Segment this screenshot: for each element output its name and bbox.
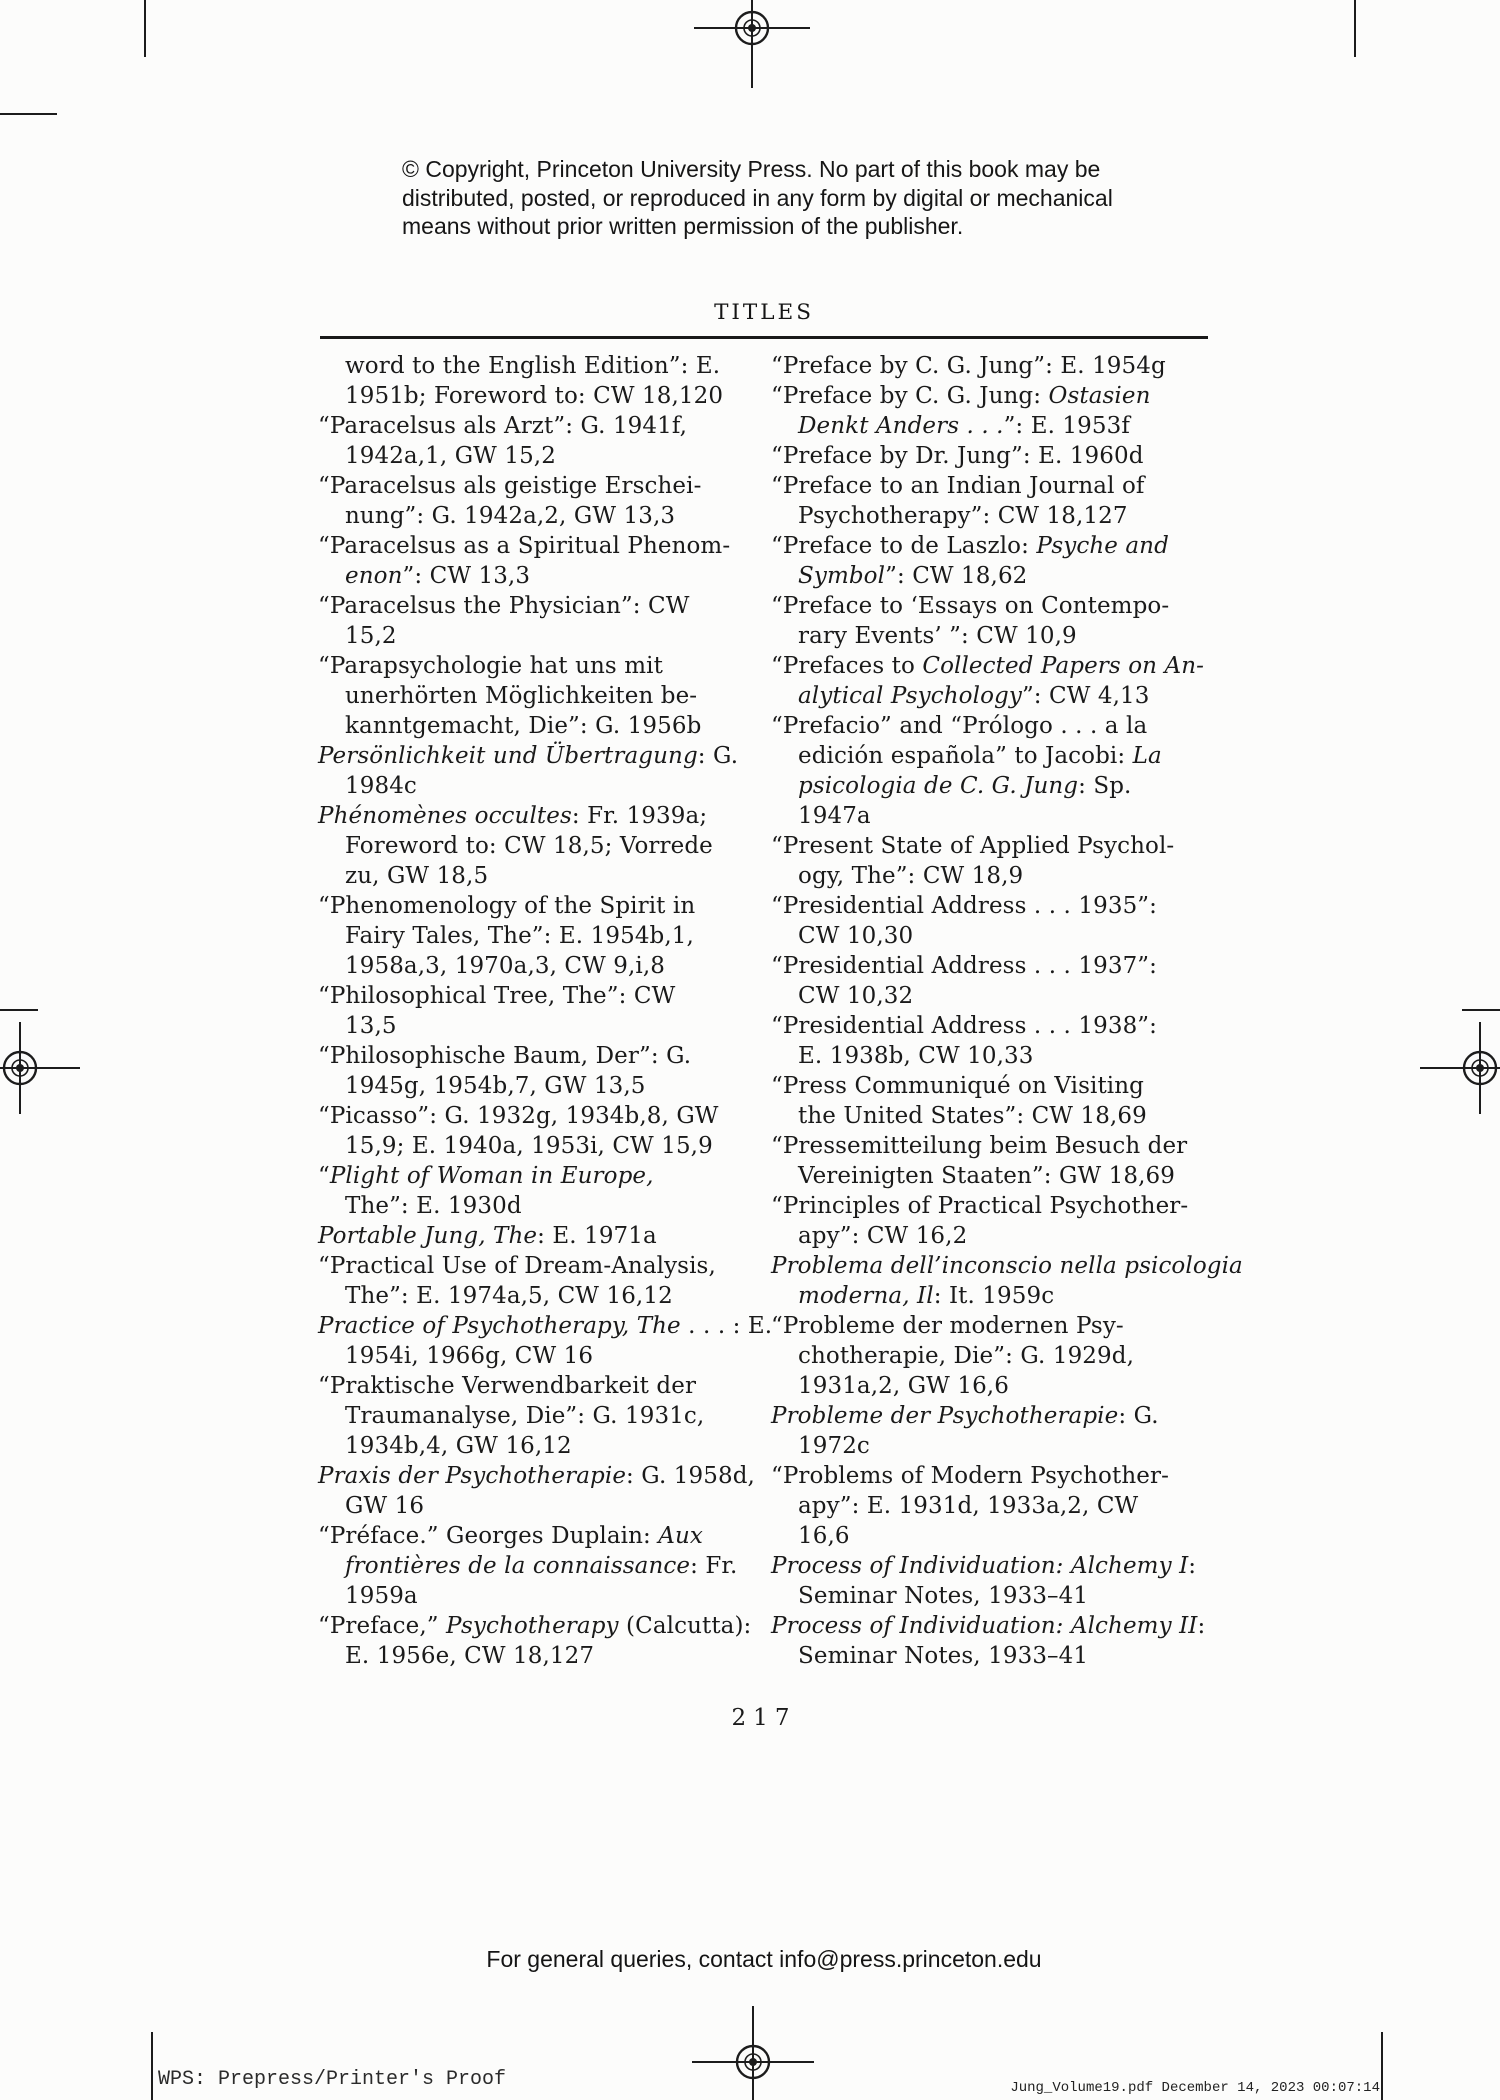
entry-line: “Presidential Address . . . 1938”: <box>771 1013 1158 1039</box>
entry-line: Vereinigten Staaten”: GW 18,69 <box>798 1163 1176 1189</box>
entry-line: apy”: E. 1931d, 1933a,2, CW <box>798 1493 1139 1519</box>
entry-line: 1972c <box>798 1433 870 1459</box>
section-title: TITLES <box>714 300 814 325</box>
index-column-left <box>318 351 773 1671</box>
footer-contact: For general queries, contact info@press.princeton.edu <box>486 1946 1042 1972</box>
entry-line: Persönlichkeit und Übertragung: G. <box>318 743 739 769</box>
entry-line: Seminar Notes, 1933–41 <box>798 1643 1089 1669</box>
entry-line: “Praktische Verwendbarkeit der <box>318 1373 697 1399</box>
entry-line: “Paracelsus als geistige Erschei- <box>318 473 702 499</box>
registration-mark-left-icon <box>0 1048 40 1088</box>
entry-line: “Paracelsus the Physician”: CW <box>318 593 690 619</box>
entry-line: 1945g, 1954b,7, GW 13,5 <box>345 1073 646 1099</box>
entry-line: 1984c <box>345 773 417 799</box>
crop-mark-top-left <box>144 0 146 57</box>
copyright-line: © Copyright, Princeton University Press. No part of this book may be <box>402 156 1101 182</box>
entry-line: 15,9; E. 1940a, 1953i, CW 15,9 <box>345 1133 713 1159</box>
entry-line: enon”: CW 13,3 <box>345 563 531 589</box>
entry-line: frontières de la connaissance: Fr. <box>345 1553 738 1579</box>
entry-line: 1958a,3, 1970a,3, CW 9,i,8 <box>345 953 666 979</box>
entry-line: 1959a <box>345 1583 418 1609</box>
entry-line: “Préface.” Georges Duplain: Aux <box>318 1523 703 1549</box>
entry-line: “Principles of Practical Psychother- <box>771 1193 1189 1219</box>
entry-line: kanntgemacht, Die”: G. 1956b <box>345 713 702 739</box>
entry-line: The”: E. 1974a,5, CW 16,12 <box>345 1283 673 1309</box>
entry-line: Symbol”: CW 18,62 <box>798 563 1028 589</box>
registration-mark-bottom-icon <box>733 2042 773 2082</box>
entry-line: 1942a,1, GW 15,2 <box>345 443 556 469</box>
entry-line: Seminar Notes, 1933–41 <box>798 1583 1089 1609</box>
entry-line: “Presidential Address . . . 1935”: <box>771 893 1158 919</box>
entry-line: 13,5 <box>345 1013 397 1039</box>
crop-mark-left-top <box>0 113 57 115</box>
registration-mark-right-icon <box>1460 1048 1500 1088</box>
entry-line: 1931a,2, GW 16,6 <box>798 1373 1009 1399</box>
entry-line: Process of Individuation: Alchemy II: <box>771 1613 1206 1639</box>
entry-line: “Preface to ‘Essays on Contempo- <box>771 593 1170 619</box>
page-number: 217 <box>731 1705 797 1731</box>
entry-line: E. 1938b, CW 10,33 <box>798 1043 1034 1069</box>
entry-line: moderna, Il: It. 1959c <box>798 1283 1055 1309</box>
entry-line: “Plight of Woman in Europe, <box>318 1163 654 1189</box>
index-column-right <box>771 351 1243 1671</box>
entry-line: “Presidential Address . . . 1937”: <box>771 953 1158 979</box>
copyright-line: distributed, posted, or reproduced in any form by digital or mechanical <box>402 184 1113 211</box>
entry-line: word to the English Edition”: E. <box>345 353 721 379</box>
entry-line: “Parapsychologie hat uns mit <box>318 653 663 679</box>
entry-line: “Picasso”: G. 1932g, 1934b,8, GW <box>318 1103 719 1129</box>
entry-line: ogy, The”: CW 18,9 <box>798 863 1024 889</box>
entry-line: 1954i, 1966g, CW 16 <box>345 1343 594 1369</box>
entry-line: “Prefacio” and “Prólogo . . . a la <box>771 713 1148 739</box>
entry-line: “Pressemitteilung beim Besuch der <box>771 1133 1188 1159</box>
entry-line: “Practical Use of Dream-Analysis, <box>318 1253 716 1279</box>
file-timestamp: Jung_Volume19.pdf December 14, 2023 00:07:14 <box>1010 2080 1380 2096</box>
entry-line: 1951b; Foreword to: CW 18,120 <box>345 383 724 409</box>
entry-line: unerhörten Möglichkeiten be- <box>345 683 698 709</box>
entry-line: CW 10,30 <box>798 923 914 949</box>
entry-line: chotherapie, Die”: G. 1929d, <box>798 1343 1134 1369</box>
entry-line: alytical Psychology”: CW 4,13 <box>798 683 1150 709</box>
entry-line: nung”: G. 1942a,2, GW 13,3 <box>345 503 676 529</box>
entry-line: CW 10,32 <box>798 983 914 1009</box>
crop-mark-top-right <box>1354 0 1356 57</box>
entry-line: edición española” to Jacobi: La <box>798 743 1162 769</box>
crop-mark-bottom-left <box>151 2032 153 2100</box>
crop-mark-bottom-right <box>1381 2032 1383 2100</box>
entry-line: Practice of Psychotherapy, The . . . : E. <box>318 1313 773 1339</box>
entry-line: E. 1956e, CW 18,127 <box>345 1643 595 1669</box>
entry-line: Foreword to: CW 18,5; Vorrede <box>345 833 713 859</box>
crop-mark-left-middle <box>0 1009 38 1011</box>
entry-line: Probleme der Psychotherapie: G. <box>771 1403 1159 1429</box>
entry-line: “Paracelsus as a Spiritual Phenom- <box>318 533 731 559</box>
entry-line: 16,6 <box>798 1523 850 1549</box>
entry-line: Phénomènes occultes: Fr. 1939a; <box>318 803 708 829</box>
entry-line: “Preface by C. G. Jung: Ostasien <box>771 383 1151 409</box>
entry-line: 1934b,4, GW 16,12 <box>345 1433 572 1459</box>
entry-line: “Philosophical Tree, The”: CW <box>318 983 676 1009</box>
entry-line: Fairy Tales, The”: E. 1954b,1, <box>345 923 694 949</box>
entry-line: “Press Communiqué on Visiting <box>771 1073 1144 1099</box>
entry-line: 1947a <box>798 803 871 829</box>
registration-mark-top-icon <box>732 8 772 48</box>
crop-mark-right-middle <box>1462 1009 1500 1011</box>
entry-line: Traumanalyse, Die”: G. 1931c, <box>345 1403 705 1429</box>
prepress-proof-label: WPS: Prepress/Printer's Proof <box>158 2068 507 2091</box>
entry-line: Process of Individuation: Alchemy I: <box>771 1553 1197 1579</box>
copyright-line: means without prior written permission of the publisher. <box>402 213 964 239</box>
entry-line: “Probleme der modernen Psy- <box>771 1313 1124 1339</box>
entry-line: “Paracelsus als Arzt”: G. 1941f, <box>318 413 688 439</box>
entry-line: rary Events’ ”: CW 10,9 <box>798 623 1077 649</box>
entry-line: “Preface,” Psychotherapy (Calcutta): <box>318 1613 752 1639</box>
entry-line: Psychotherapy”: CW 18,127 <box>798 503 1128 529</box>
entry-line: 15,2 <box>345 623 397 649</box>
entry-line: “Problems of Modern Psychother- <box>771 1463 1169 1489</box>
entry-line: zu, GW 18,5 <box>345 863 489 889</box>
entry-line: Portable Jung, The: E. 1971a <box>318 1223 657 1249</box>
entry-line: The”: E. 1930d <box>345 1193 522 1219</box>
entry-line: “Preface to de Laszlo: Psyche and <box>771 533 1169 559</box>
entry-line: Problema dell’inconscio nella psicologia <box>771 1253 1243 1279</box>
entry-line: “Present State of Applied Psychol- <box>771 833 1175 859</box>
entry-line: “Preface to an Indian Journal of <box>771 473 1145 499</box>
entry-line: Praxis der Psychotherapie: G. 1958d, <box>318 1463 755 1489</box>
entry-line: “Preface by C. G. Jung”: E. 1954g <box>771 353 1166 379</box>
entry-line: the United States”: CW 18,69 <box>798 1103 1147 1129</box>
index-columns <box>318 351 1243 1671</box>
entry-line: psicologia de C. G. Jung: Sp. <box>798 773 1132 799</box>
entry-line: “Preface by Dr. Jung”: E. 1960d <box>771 443 1144 469</box>
title-rule <box>320 336 1208 339</box>
entry-line: “Prefaces to Collected Papers on An- <box>771 653 1204 679</box>
copyright-notice <box>402 155 1162 241</box>
entry-line: “Phenomenology of the Spirit in <box>318 893 696 919</box>
entry-line: Denkt Anders . . .”: E. 1953f <box>798 413 1130 439</box>
entry-line: “Philosophische Baum, Der”: G. <box>318 1043 692 1069</box>
entry-line: apy”: CW 16,2 <box>798 1223 968 1249</box>
entry-line: GW 16 <box>345 1493 425 1519</box>
